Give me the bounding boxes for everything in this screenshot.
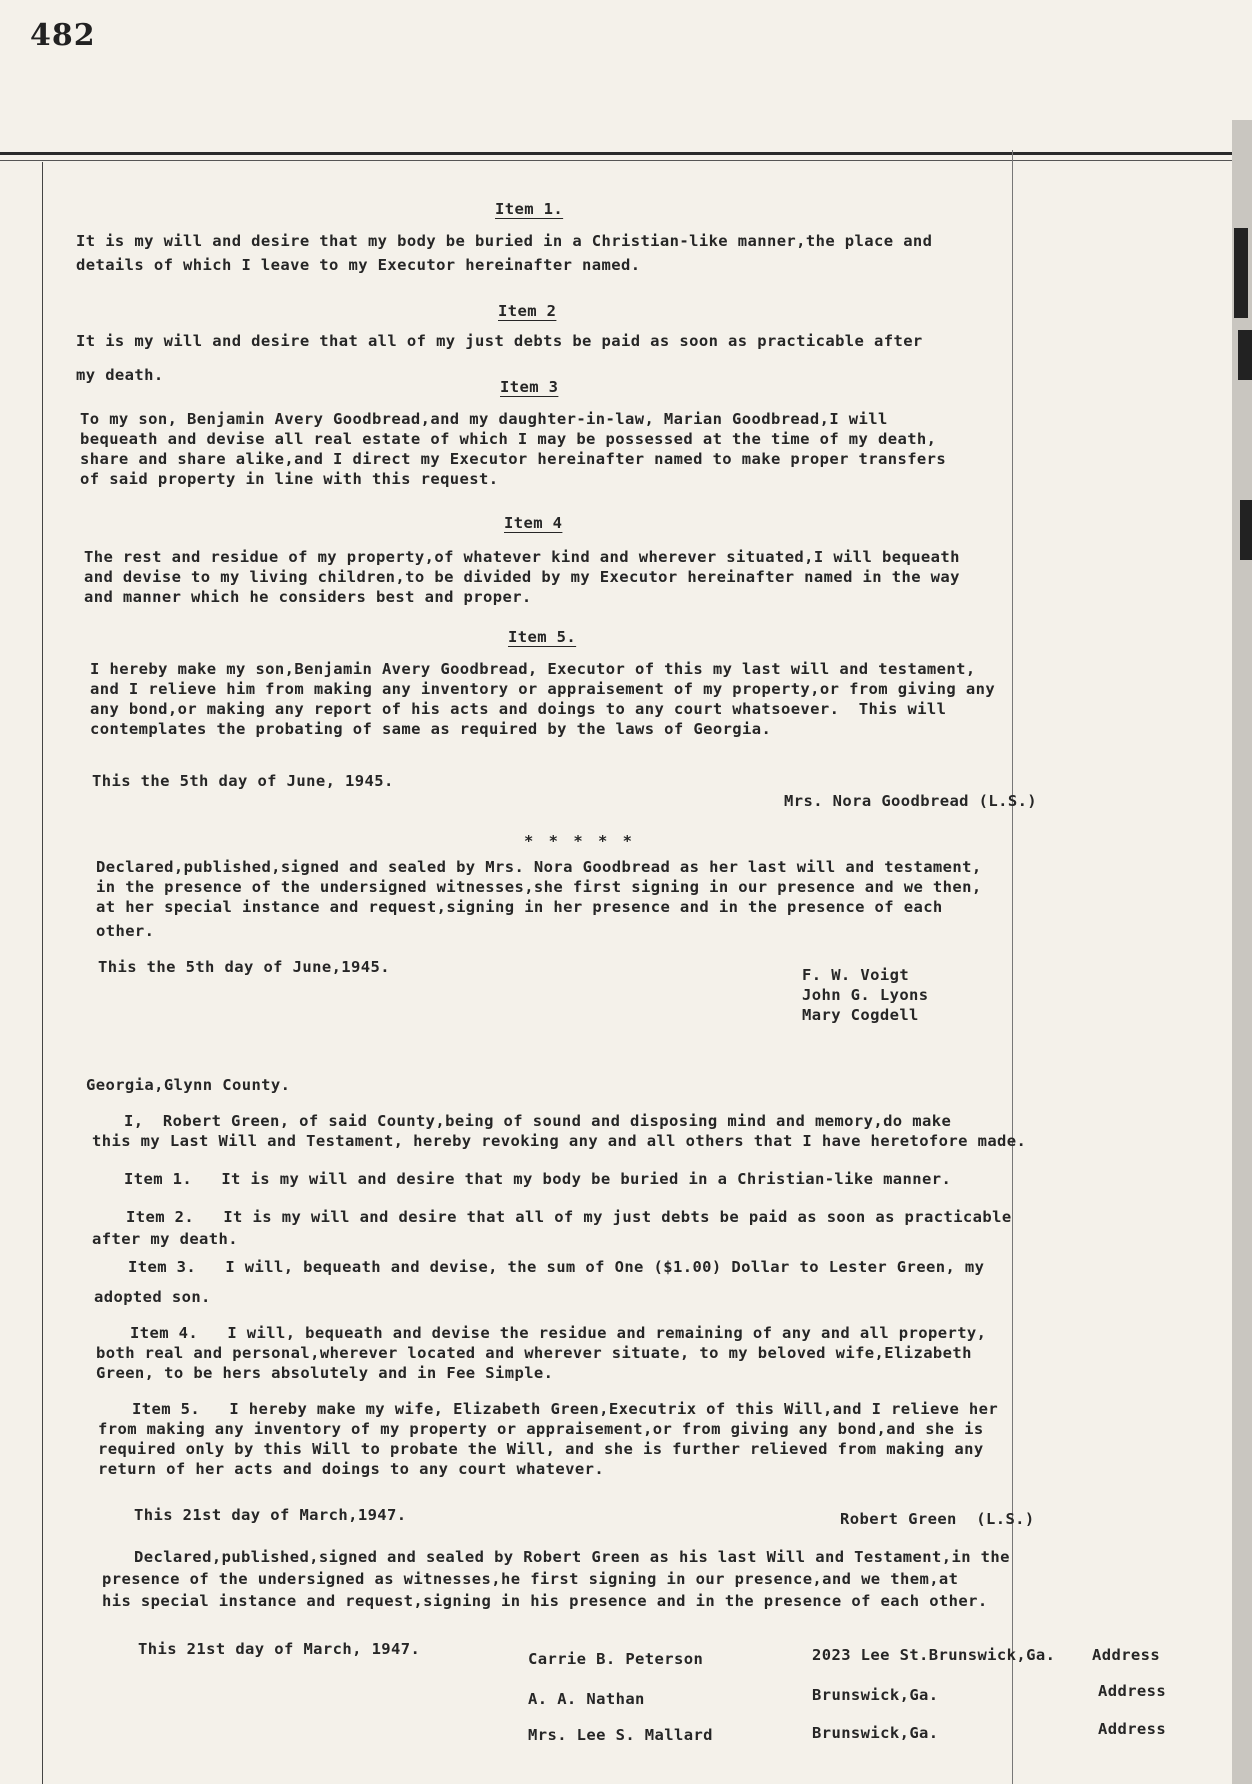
- witness-address-label: Address: [1098, 1720, 1167, 1738]
- edge-mark: [1238, 330, 1252, 380]
- will-2-item-3: Item 3. I will, bequeath and devise, the sum of One ($1.00) Dollar to Lester Green, my: [128, 1258, 985, 1276]
- will-2-item-3: adopted son.: [94, 1288, 211, 1306]
- will-2-item-5: return of her acts and doings to any court whatever.: [98, 1460, 605, 1478]
- item-5-line: contemplates the probating of same as required by the laws of Georgia.: [90, 720, 772, 738]
- item-5-heading: Item 5.: [508, 628, 577, 646]
- will-2-item-2: after my death.: [92, 1230, 238, 1248]
- witness-name: John G. Lyons: [802, 986, 929, 1004]
- will-2-attestation-line: Declared,published,signed and sealed by Robert Green as his last Will and Testament,in the: [134, 1548, 1010, 1566]
- right-margin-line: [1012, 150, 1013, 1784]
- witness-address-label: Address: [1092, 1646, 1161, 1664]
- will-1-date: This the 5th day of June, 1945.: [92, 772, 394, 790]
- witness-name: Mary Cogdell: [802, 1006, 919, 1024]
- item-5-line: I hereby make my son,Benjamin Avery Goodbread, Executor of this my last will and testament,: [90, 660, 976, 678]
- will-1-signature: Mrs. Nora Goodbread (L.S.): [784, 792, 1038, 810]
- item-4-line: The rest and residue of my property,of whatever kind and wherever situated,I will bequeath: [84, 548, 960, 566]
- witness-name: Mrs. Lee S. Mallard: [528, 1726, 713, 1744]
- item-2-line: It is my will and desire that all of my just debts be paid as soon as practicable after: [76, 332, 923, 350]
- will-2-intro-line: I, Robert Green, of said County,being of sound and disposing mind and memory,do make: [124, 1112, 952, 1130]
- item-3-line: To my son, Benjamin Avery Goodbread,and my daughter-in-law, Marian Goodbread,I will: [80, 410, 888, 428]
- witness-name: Carrie B. Peterson: [528, 1650, 704, 1668]
- will-2-attestation-line: presence of the undersigned as witnesses,he first signing in our presence,and we them,at: [102, 1570, 959, 1588]
- left-margin-line: [42, 162, 43, 1784]
- will-2-item-1: Item 1. It is my will and desire that my body be buried in a Christian-like manner.: [124, 1170, 952, 1188]
- will-2-item-2: Item 2. It is my will and desire that all of my just debts be paid as soon as practicable: [126, 1208, 1012, 1226]
- item-1-line: It is my will and desire that my body be buried in a Christian-like manner,the place and: [76, 232, 933, 250]
- will-2-item-4: Green, to be hers absolutely and in Fee Simple.: [96, 1364, 554, 1382]
- will-2-item-5: Item 5. I hereby make my wife, Elizabeth Green,Executrix of this Will,and I relieve her: [132, 1400, 999, 1418]
- item-3-heading: Item 3: [500, 378, 559, 396]
- edge-mark: [1240, 500, 1252, 560]
- item-5-line: and I relieve him from making any inventory or appraisement of my property,or from giving any: [90, 680, 996, 698]
- edge-mark: [1234, 228, 1248, 318]
- item-4-heading: Item 4: [504, 514, 563, 532]
- item-1-heading: Item 1.: [495, 200, 564, 218]
- will-2-item-5: required only by this Will to probate the Will, and she is further relieved from making any: [98, 1440, 984, 1458]
- section-separator: * * * * *: [524, 832, 635, 850]
- item-2-heading: Item 2: [498, 302, 557, 320]
- item-3-line: bequeath and devise all real estate of which I may be possessed at the time of my death,: [80, 430, 937, 448]
- will-2-item-4: Item 4. I will, bequeath and devise the residue and remaining of any and all property,: [130, 1324, 987, 1342]
- item-4-line: and manner which he considers best and proper.: [84, 588, 532, 606]
- witness-address: 2023 Lee St.Brunswick,Ga.: [812, 1646, 1056, 1664]
- will-2-attestation-line: his special instance and request,signing in his presence and in the presence of each other.: [102, 1592, 988, 1610]
- witness-name: A. A. Nathan: [528, 1690, 645, 1708]
- item-3-line: of said property in line with this request.: [80, 470, 499, 488]
- witness-name: F. W. Voigt: [802, 966, 910, 984]
- top-rule: [0, 152, 1252, 155]
- witness-address: Brunswick,Ga.: [812, 1686, 939, 1704]
- will-2-date: This 21st day of March,1947.: [134, 1506, 407, 1524]
- will-2-attestation-date: This 21st day of March, 1947.: [138, 1640, 421, 1658]
- item-2-line: my death.: [76, 366, 164, 384]
- will-2-item-5: from making any inventory of my property or appraisement,or from giving any bond,and she is: [98, 1420, 984, 1438]
- item-1-line: details of which I leave to my Executor hereinafter named.: [76, 256, 641, 274]
- item-5-line: any bond,or making any report of his acts and doings to any court whatsoever. This will: [90, 700, 947, 718]
- top-rule-thin: [0, 160, 1252, 161]
- will-1-attestation-line: other.: [96, 922, 155, 940]
- will-2-signature: Robert Green (L.S.): [840, 1510, 1035, 1528]
- will-1-attestation-date: This the 5th day of June,1945.: [98, 958, 390, 976]
- item-3-line: share and share alike,and I direct my Executor hereinafter named to make proper transfers: [80, 450, 947, 468]
- will-1-attestation-line: Declared,published,signed and sealed by Mrs. Nora Goodbread as her last will and testament,: [96, 858, 982, 876]
- witness-address: Brunswick,Ga.: [812, 1724, 939, 1742]
- will-1-attestation-line: at her special instance and request,signing in her presence and in the presence of each: [96, 898, 943, 916]
- page-number: 482: [30, 18, 96, 53]
- will-2-item-4: both real and personal,wherever located and wherever situate, to my beloved wife,Elizabeth: [96, 1344, 972, 1362]
- item-4-line: and devise to my living children,to be divided by my Executor hereinafter named in the way: [84, 568, 960, 586]
- will-2-intro-line: this my Last Will and Testament, hereby revoking any and all others that I have heretofore made.: [92, 1132, 1027, 1150]
- jurisdiction: Georgia,Glynn County.: [86, 1076, 291, 1094]
- will-1-attestation-line: in the presence of the undersigned witnesses,she first signing in our presence and we then,: [96, 878, 982, 896]
- witness-address-label: Address: [1098, 1682, 1167, 1700]
